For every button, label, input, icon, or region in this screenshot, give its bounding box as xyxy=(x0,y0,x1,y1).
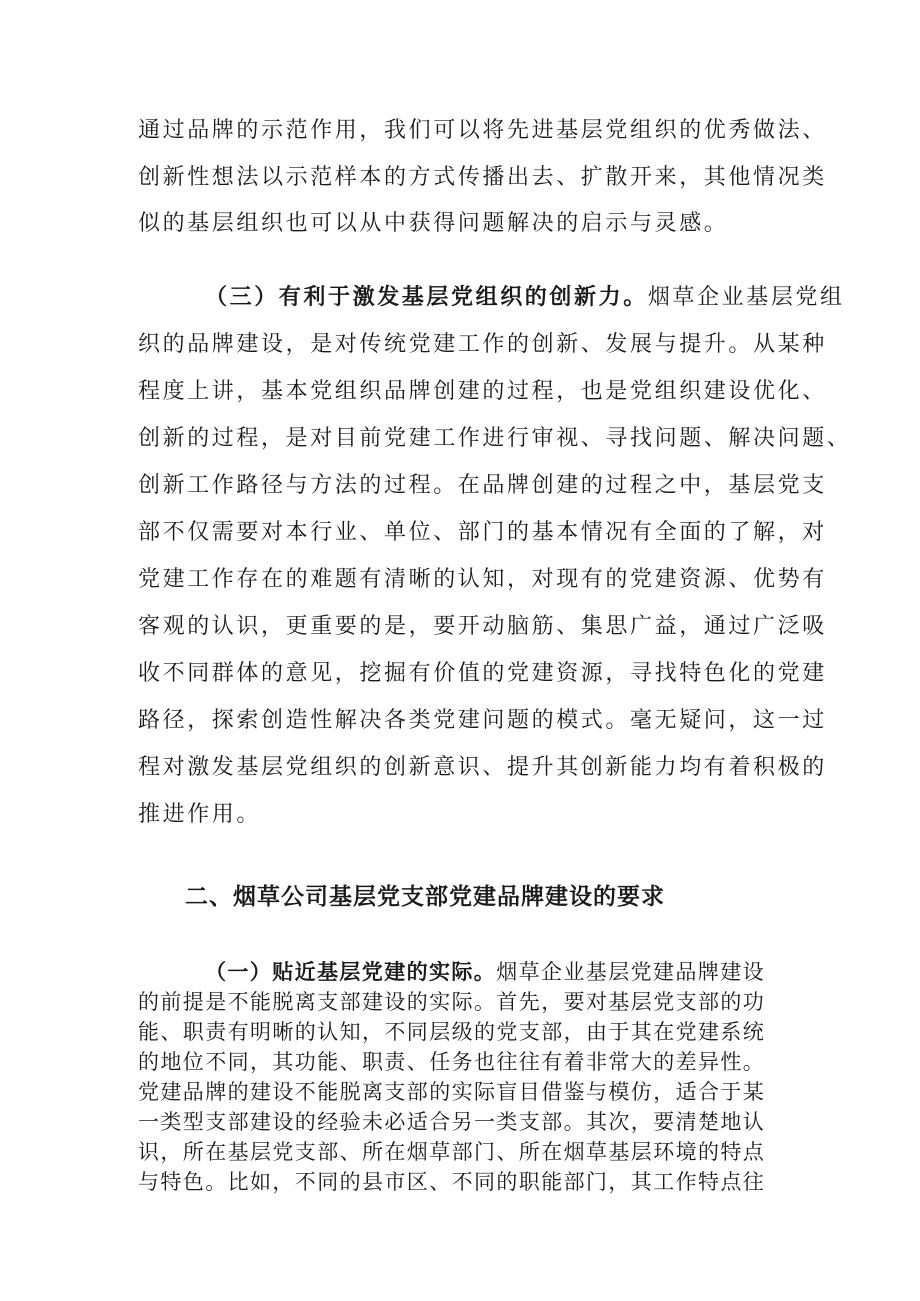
paragraph-lead: （三）有利于激发基层党组织的创新力。 xyxy=(205,285,648,310)
text-line: 与特色。比如，不同的县市区、不同的职能部门，其工作特点往 xyxy=(138,1170,766,1194)
text-line: 一类型支部建设的经验未必适合另一类支部。其次，要清楚地认 xyxy=(138,1110,766,1134)
text-line: 创新的过程，是对目前党建工作进行审视、寻找问题、解决问题、 xyxy=(138,426,852,451)
text-line: 部不仅需要对本行业、单位、部门的基本情况有全面的了解，对 xyxy=(138,520,827,545)
text-line: 党建品牌的建设不能脱离支部的实际盲目借鉴与模仿，适合于某 xyxy=(138,1080,766,1104)
text-line: 能、职责有明晰的认知，不同层级的党支部，由于其在党建系统 xyxy=(138,1020,766,1044)
text-line: 程度上讲，基本党组织品牌创建的过程，也是党组织建设优化、 xyxy=(138,379,827,404)
text-line: 通过品牌的示范作用，我们可以将先进基层党组织的优秀做法、 xyxy=(138,118,827,143)
text-line: 识，所在基层党支部、所在烟草部门、所在烟草基层环境的特点 xyxy=(138,1140,766,1164)
text-line: 创新工作路径与方法的过程。在品牌创建的过程之中，基层党支 xyxy=(138,473,827,498)
section-heading: 二、烟草公司基层党支部党建品牌建设的要求 xyxy=(185,884,665,910)
text-line: 织的品牌建设，是对传统党建工作的创新、发展与提升。从某种 xyxy=(138,332,827,357)
text-line: 收不同群体的意见，挖掘有价值的党建资源，寻找特色化的党建 xyxy=(138,661,827,686)
text-line: 创新性想法以示范样本的方式传播出去、扩散开来，其他情况类 xyxy=(138,165,827,190)
text-line: 路径，探索创造性解决各类党建问题的模式。毫无疑问，这一过 xyxy=(138,708,827,733)
text-line xyxy=(205,284,845,312)
text-line xyxy=(205,959,765,986)
text-line: 党建工作存在的难题有清晰的认知，对现有的党建资源、优势有 xyxy=(138,567,827,592)
text-line: 推进作用。 xyxy=(138,802,262,827)
text-span: 烟草企业基层党组 xyxy=(647,285,845,310)
text-line: 程对激发基层党组织的创新意识、提升其创新能力均有着积极的 xyxy=(138,755,827,780)
paragraph-lead: （一）贴近基层党建的实际。 xyxy=(205,960,497,984)
text-span: 烟草企业基层党建品牌建设 xyxy=(496,960,766,984)
text-line: 似的基层组织也可以从中获得问题解决的启示与灵感。 xyxy=(138,211,729,236)
text-line: 的前提是不能脱离支部建设的实际。首先，要对基层党支部的功 xyxy=(138,990,766,1014)
text-line: 客观的认识，更重要的是，要开动脑筋、集思广益，通过广泛吸 xyxy=(138,614,827,639)
text-line: 的地位不同，其功能、职责、任务也往往有着非常大的差异性。 xyxy=(138,1050,766,1074)
